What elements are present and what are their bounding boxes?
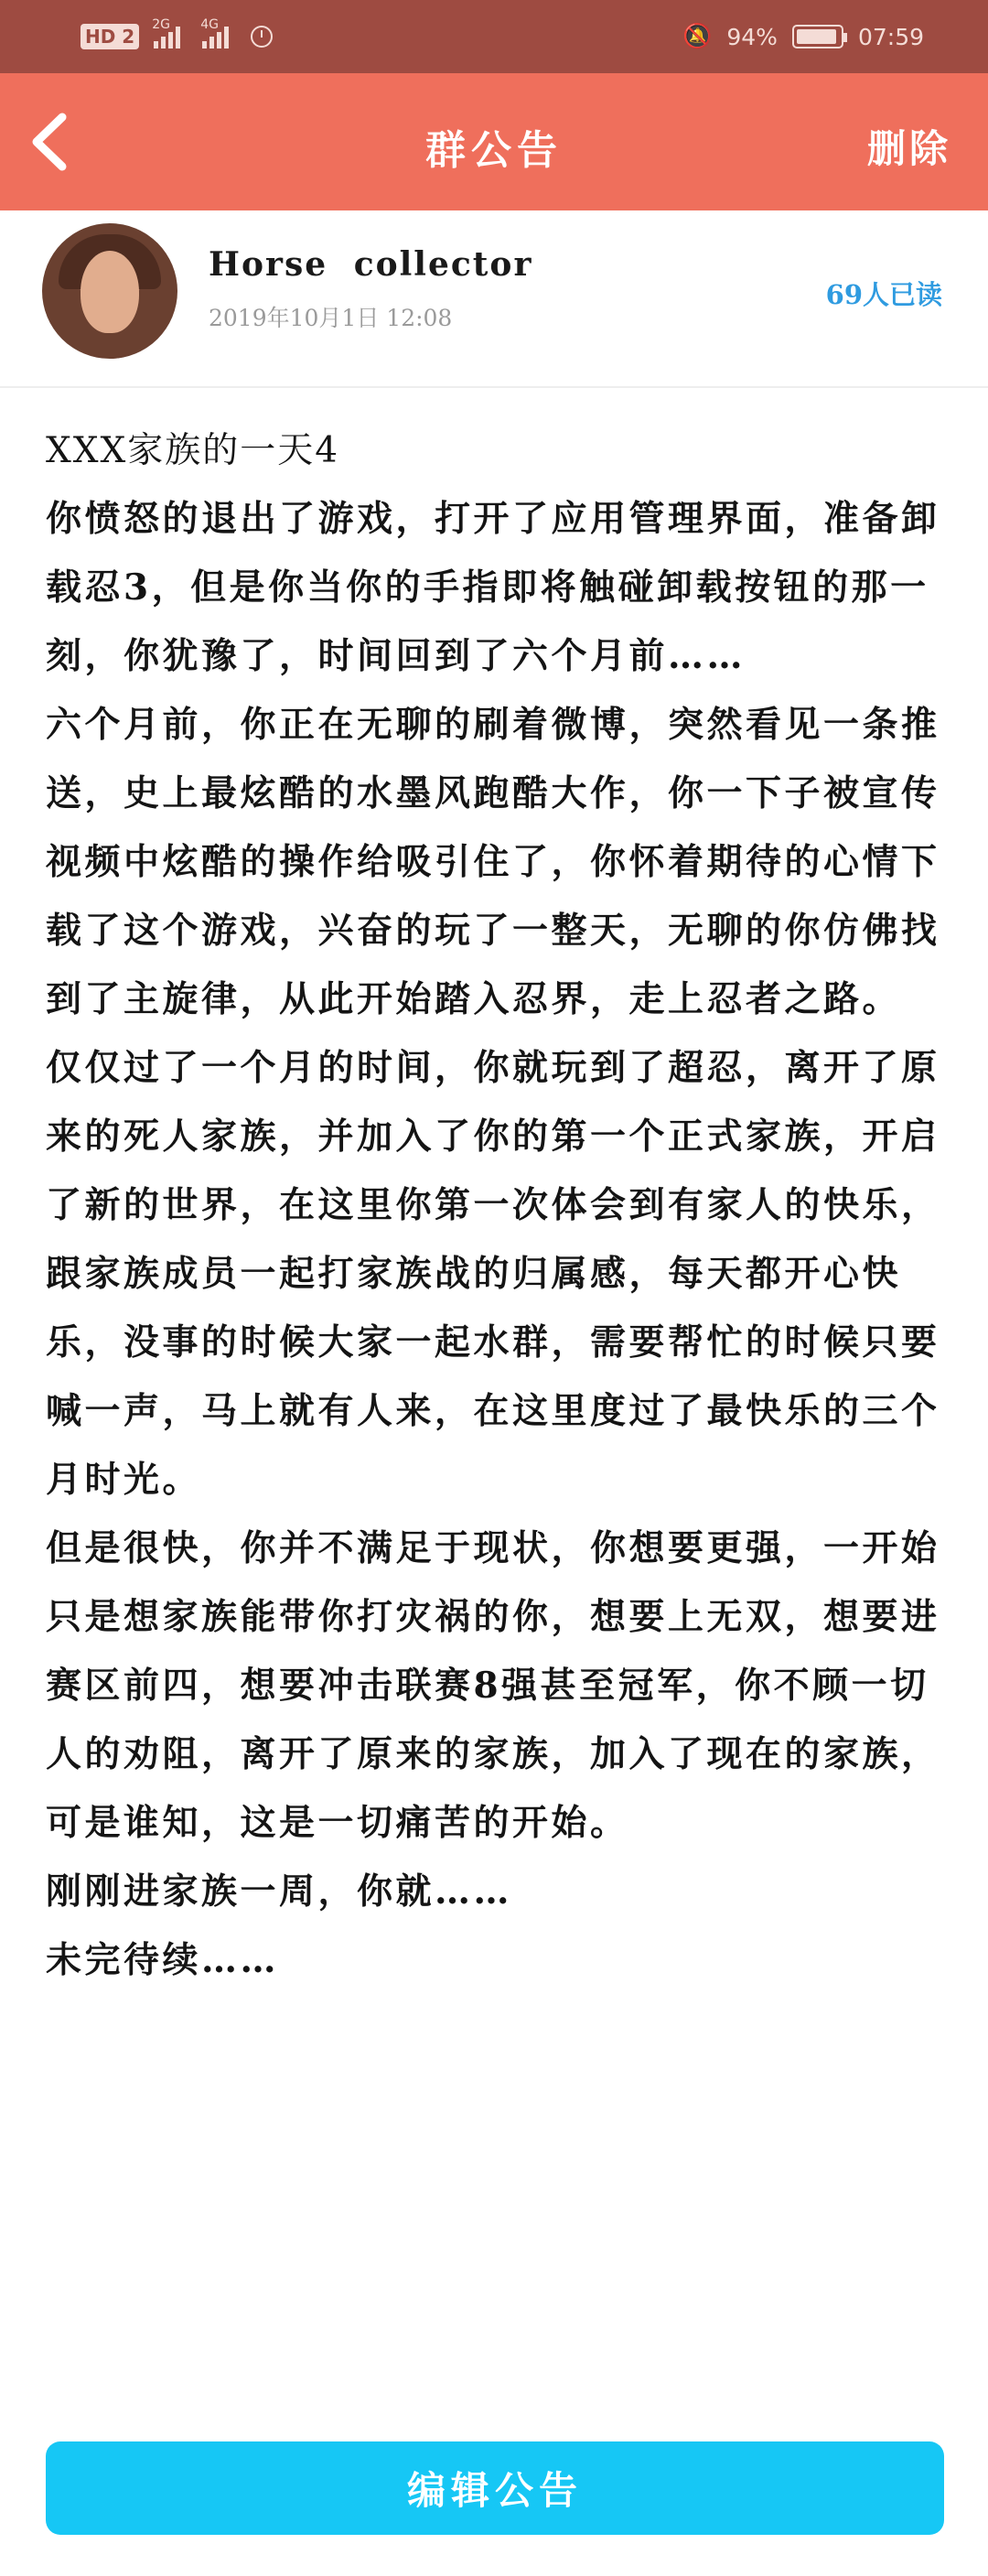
status-bar	[0, 0, 988, 73]
post-date: 2019年10月1日 12:08	[209, 305, 453, 331]
bell-off-icon: 🔕	[682, 23, 713, 50]
author-section	[0, 210, 988, 386]
paragraph: 你愤怒的退出了游戏，打开了应用管理界面，准备卸载忍3，但是你当你的手指即将触碰卸载按钮的那一刻，你犹豫了，时间回到了六个月前……	[46, 498, 940, 677]
delete-button[interactable]: 删除	[866, 126, 951, 171]
signal-icon-1: 2G	[154, 25, 188, 49]
status-time: 07:59	[857, 23, 924, 50]
paragraph: 六个月前，你正在无聊的刷着微博，突然看见一条推送，史上最炫酷的水墨风跑酷大作，你一下子被宣传视频中炫酷的操作给吸引住了，你怀着期待的心情下载了这个游戏，兴奋的玩了一整天，无聊的你仿佛找到了主旋律，从此开始踏入忍界，走上忍者之路。	[46, 704, 940, 1020]
signal-icon-2: 4G	[202, 25, 236, 49]
status-left	[81, 17, 273, 49]
battery-icon	[792, 25, 843, 49]
paragraph: 未完待续……	[46, 1939, 280, 1981]
status-right	[682, 23, 924, 50]
announcement-content	[46, 416, 942, 1995]
alarm-clock-icon	[251, 26, 273, 48]
paragraph: 但是很快，你并不满足于现状，你想要更强，一开始只是想家族能带你打灾祸的你，想要上无双，想要进赛区前四，想要冲击联赛8强甚至冠军，你不顾一切人的劝阻，离开了原来的家族，加入了现在的家族，可是谁知，这是一切痛苦的开始。	[46, 1527, 940, 1844]
read-count[interactable]: 69人已读	[825, 279, 942, 310]
battery-percent: 94%	[726, 23, 778, 50]
nav-bar	[0, 73, 988, 210]
divider	[0, 386, 988, 388]
page-title: 群公告	[425, 127, 563, 174]
avatar[interactable]	[42, 223, 177, 359]
author-name[interactable]: Horse collector	[209, 245, 533, 284]
paragraph: 刚刚进家族一周，你就……	[46, 1870, 513, 1913]
announcement-title: XXX家族的一天4	[46, 430, 340, 471]
hd-badge: HD 2	[81, 24, 139, 49]
edit-announcement-button[interactable]: 编辑公告	[46, 2441, 944, 2535]
paragraph: 仅仅过了一个月的时间，你就玩到了超忍，离开了原来的死人家族，并加入了你的第一个正式家族，开启了新的世界，在这里你第一次体会到有家人的快乐，跟家族成员一起打家族战的归属感，每天都开心快乐，没事的时候大家一起水群，需要帮忙的时候只要喊一声，马上就有人来，在这里度过了最快乐的三个月时光。	[46, 1047, 940, 1501]
